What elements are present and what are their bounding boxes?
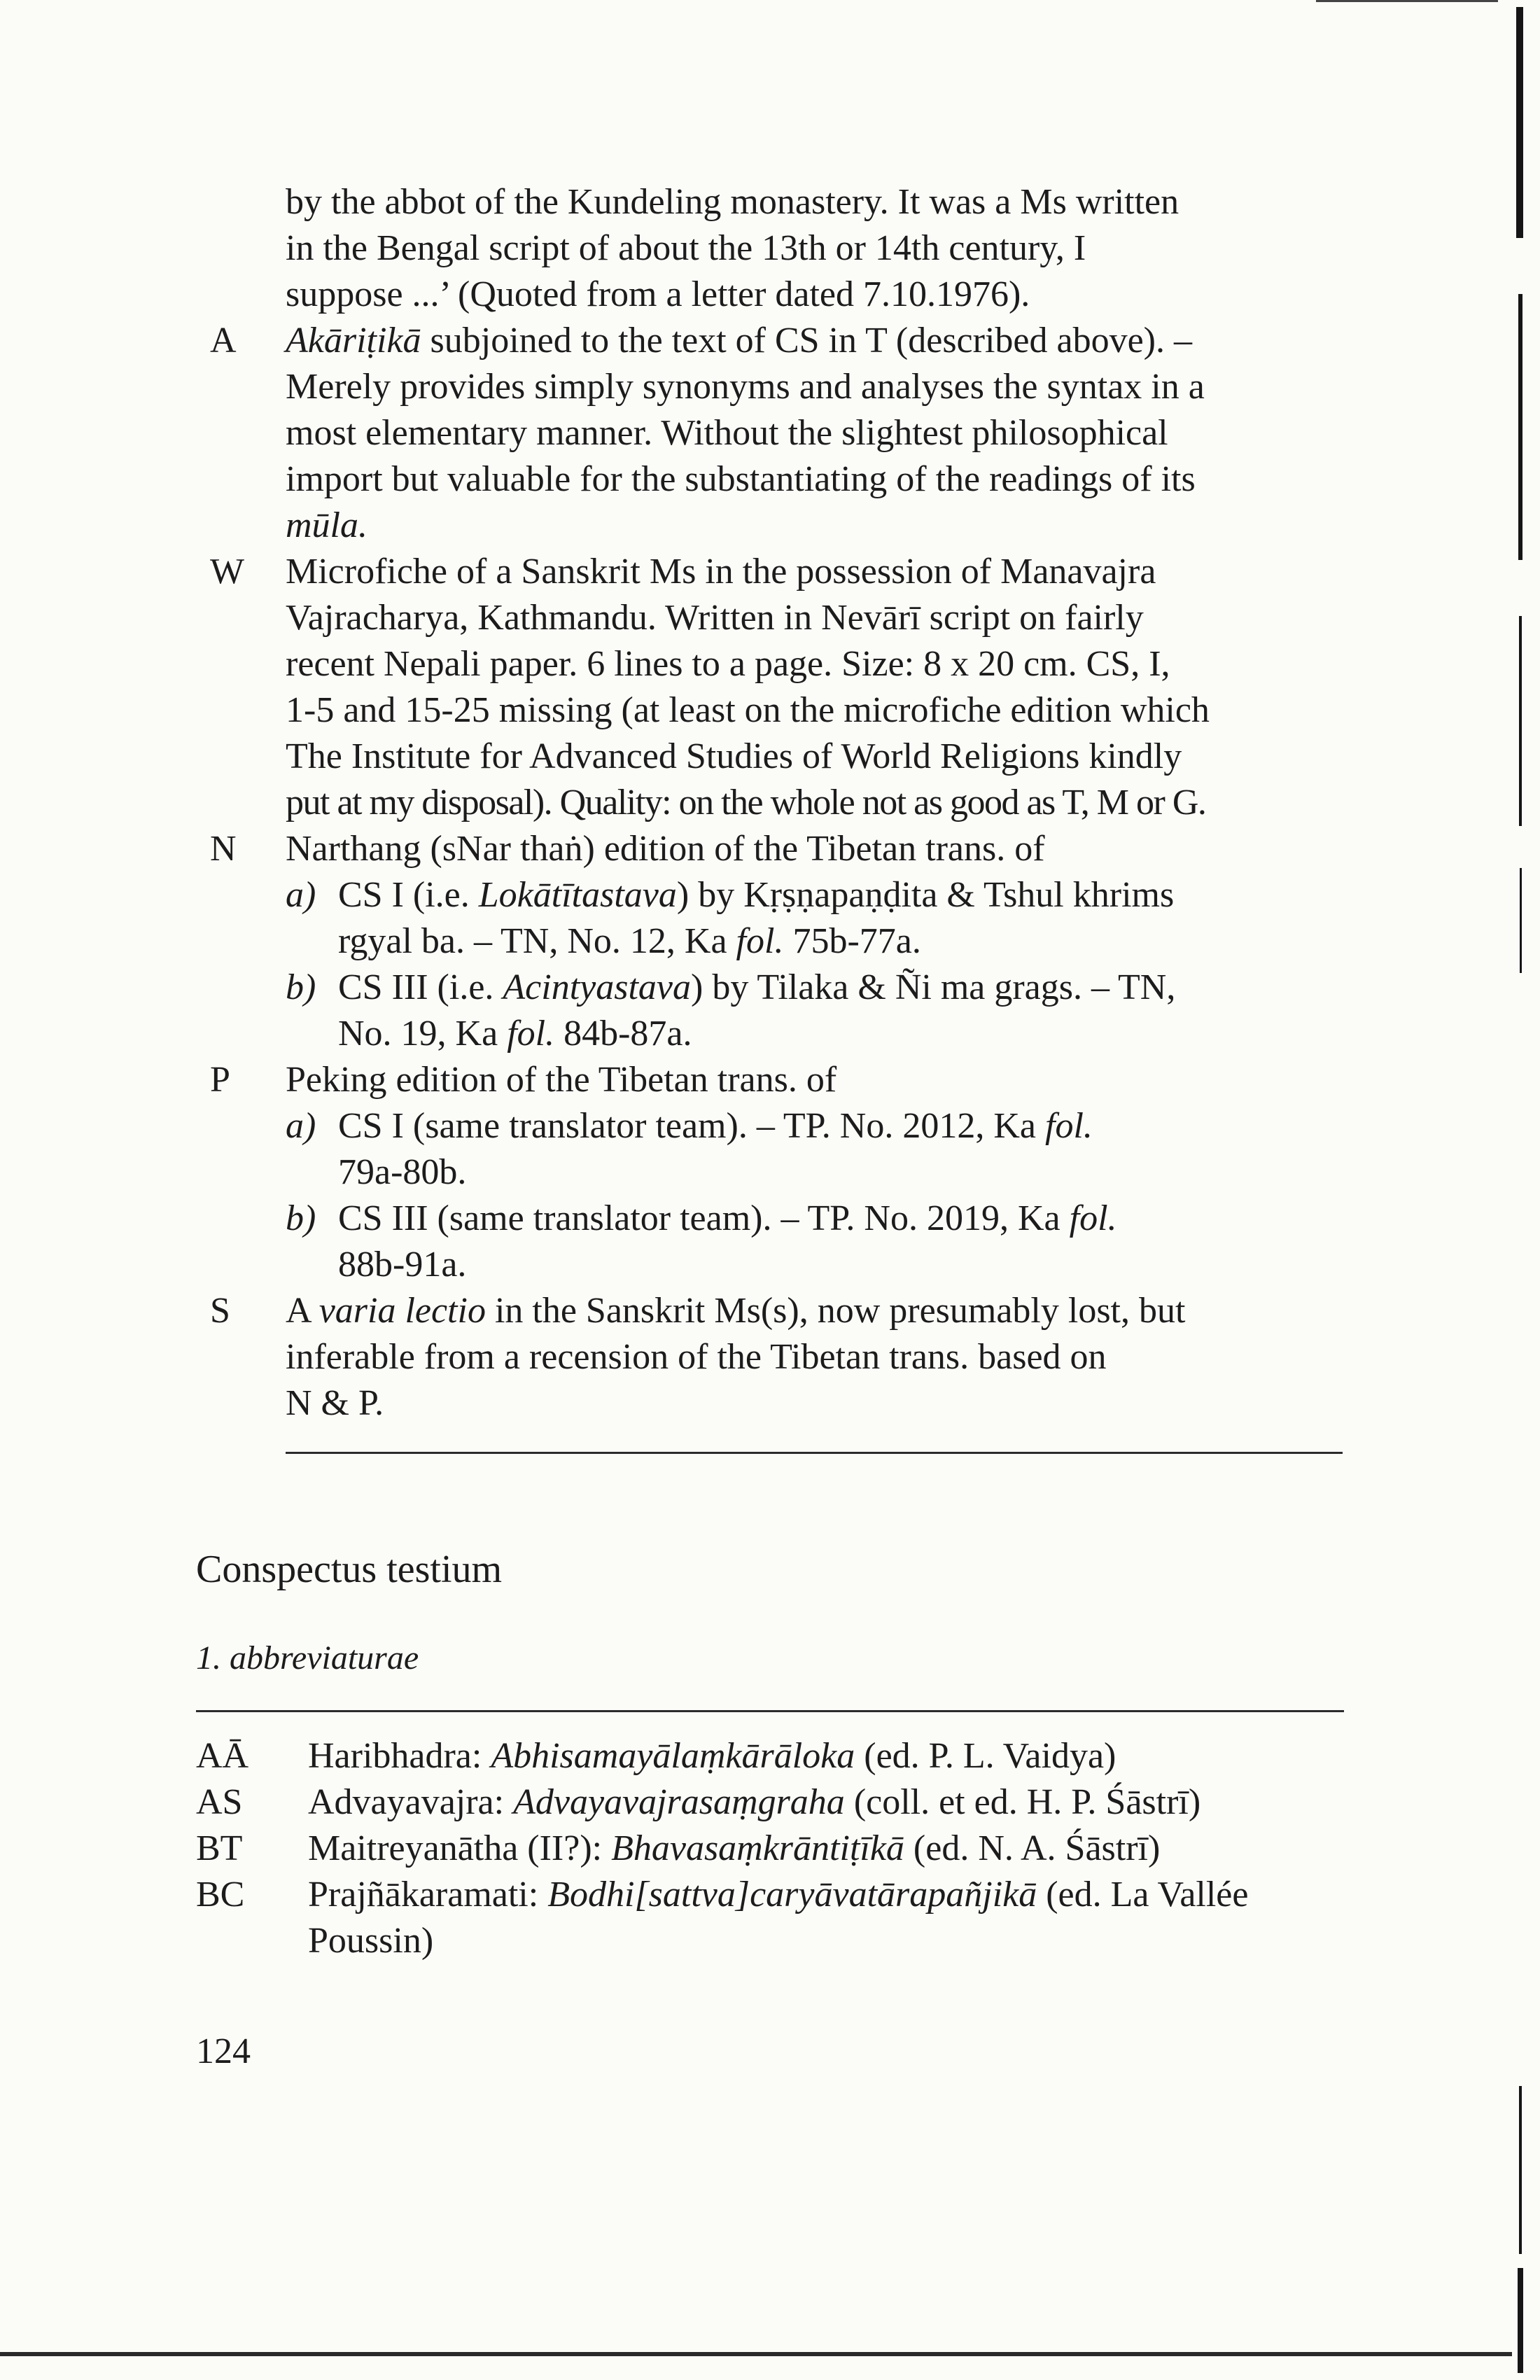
- entry-line: Akāriṭikā subjoined to the text of CS in T (described above). –: [286, 321, 1192, 360]
- entry-line: Microfiche of a Sanskrit Ms in the possession of Manavajra: [286, 552, 1156, 592]
- intro-line: in the Bengal script of about the 13th or 14th century, I: [286, 228, 1086, 268]
- entry-line: 1-5 and 15-25 missing (at least on the microfiche edition which: [286, 690, 1210, 730]
- entry-line: put at my disposal). Quality: on the whole not as good as T, M or G.: [286, 783, 1206, 822]
- section-divider: [286, 1452, 1343, 1454]
- sub-entry-line: rgyal ba. – TN, No. 12, Ka fol. 75b-77a.: [338, 921, 921, 961]
- sub-entry-line: CS I (i.e. Lokātītastava) by Kṛṣṇapaṇḍita & Tshul khrims: [338, 875, 1175, 915]
- siglum-label: S: [210, 1291, 230, 1331]
- section-title: Conspectus testium: [196, 1548, 503, 1591]
- entry-line: most elementary manner. Without the slightest philosophical: [286, 413, 1168, 453]
- scan-bottom-rule: [0, 2352, 1512, 2356]
- abbreviation-key: BC: [196, 1875, 245, 1914]
- subsection-divider: [196, 1710, 1344, 1712]
- entry-heading: Peking edition of the Tibetan trans. of: [286, 1060, 837, 1100]
- page-number: 124: [196, 2031, 251, 2071]
- abbreviation-row: BT Maitreyanātha (II?): Bhavasaṃkrāntiṭīkā (ed. N. A. Śāstrī): [196, 1826, 1330, 1872]
- subsection-title: 1. abbreviaturae: [196, 1639, 419, 1676]
- entry-heading: Narthang (sNar thaṅ) edition of the Tibetan trans. of: [286, 829, 1045, 869]
- entry-line: import but valuable for the substantiating of the readings of its: [286, 459, 1196, 499]
- scan-top-rule: [1316, 0, 1498, 2]
- siglum-entry-a: [196, 318, 1330, 549]
- entry-line: Merely provides simply synonyms and analyses the syntax in a: [286, 367, 1205, 407]
- siglum-label: A: [210, 321, 237, 360]
- sub-entry-line: CS I (same translator team). – TP. No. 2012, Ka fol.: [338, 1106, 1093, 1146]
- abbreviation-key: AĀ: [196, 1736, 249, 1776]
- entry-line: inferable from a recension of the Tibetan trans. based on: [286, 1337, 1107, 1377]
- sub-entry: [286, 1103, 1330, 1196]
- scan-binding-edge: [1516, 0, 1525, 2380]
- siglum-label: W: [210, 552, 245, 592]
- abbreviation-row: AS Advayavajra: Advayavajrasaṃgraha (coll. et ed. H. P. Śāstrī): [196, 1779, 1330, 1826]
- intro-paragraph: [196, 179, 1330, 318]
- entry-line: Vajracharya, Kathmandu. Written in Nevārī script on fairly: [286, 598, 1144, 638]
- siglum-entry-n: [196, 826, 1330, 872]
- sub-entry-mark: a): [286, 875, 316, 915]
- sub-entry-line: CS III (i.e. Acintyastava) by Tilaka & Ñi ma grags. – TN,: [338, 967, 1176, 1007]
- abbreviation-key: AS: [196, 1782, 243, 1822]
- siglum-label: N: [210, 829, 237, 869]
- sub-entry-mark: a): [286, 1106, 316, 1146]
- abbreviation-row: BC Prajñākaramati: Bodhi[sattva]caryāvatārapañjikā (ed. La Vallée Poussin): [196, 1872, 1330, 1964]
- sub-entry: [286, 1196, 1330, 1288]
- entry-line: The Institute for Advanced Studies of World Religions kindly: [286, 736, 1182, 776]
- intro-line: suppose ...’ (Quoted from a letter dated 7.10.1976).: [286, 274, 1030, 314]
- sub-entry-line: No. 19, Ka fol. 84b-87a.: [338, 1014, 692, 1054]
- siglum-entry-p: [196, 1057, 1330, 1103]
- document-page: [196, 179, 1330, 2075]
- intro-line: by the abbot of the Kundeling monastery. It was a Ms written: [286, 182, 1180, 222]
- siglum-entry-s: [196, 1288, 1330, 1427]
- abbreviation-key: BT: [196, 1828, 243, 1868]
- siglum-label: P: [210, 1060, 230, 1100]
- sub-entry: [286, 872, 1330, 965]
- abbreviation-row: AĀ Haribhadra: Abhisamayālaṃkārāloka (ed. P. L. Vaidya): [196, 1733, 1330, 1779]
- entry-line: A varia lectio in the Sanskrit Ms(s), now presumably lost, but: [286, 1291, 1186, 1331]
- sub-entry-line: 88b-91a.: [338, 1245, 467, 1284]
- sub-entry-line: 79a-80b.: [338, 1152, 467, 1192]
- siglum-entry-w: [196, 549, 1330, 826]
- sub-entry-mark: b): [286, 967, 316, 1007]
- sub-entry-line: CS III (same translator team). – TP. No. 2019, Ka fol.: [338, 1198, 1117, 1238]
- sub-entry: [286, 965, 1330, 1057]
- entry-line: mūla.: [286, 505, 368, 545]
- sub-entry-mark: b): [286, 1198, 316, 1238]
- entry-line: N & P.: [286, 1383, 384, 1423]
- entry-line: recent Nepali paper. 6 lines to a page. Size: 8 x 20 cm. CS, I,: [286, 644, 1170, 684]
